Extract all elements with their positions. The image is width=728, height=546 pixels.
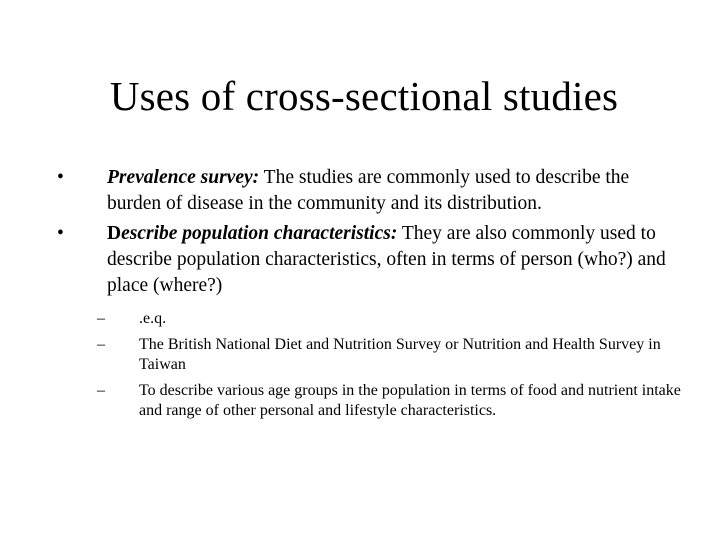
sub-bullet-marker: – xyxy=(97,382,105,399)
bullet-lead: escribe population characteristics: xyxy=(121,223,398,244)
bullet-text: The studies are commonly used to describe the burden of disease in the community and its distribution. xyxy=(107,167,630,214)
bullet-list xyxy=(0,165,728,421)
sub-bullet-marker: – xyxy=(97,336,105,353)
sub-bullet-text: To describe various age groups in the population in terms of food and nutrient intake and range of other personal and lifestyle characteristics. xyxy=(139,382,681,419)
bullet-text: They are also commonly used to describe population characteristics, often in terms of person (who?) and place (where?) xyxy=(107,223,666,296)
bullet-marker: • xyxy=(57,167,64,188)
bullet-lead: Prevalence survey: xyxy=(107,167,260,188)
sub-bullet-nutrition-survey xyxy=(0,335,728,375)
bullet-marker: • xyxy=(57,223,64,244)
sub-bullet-marker: – xyxy=(97,310,105,327)
bullet-lead-prefix: D xyxy=(107,223,122,244)
sub-bullet-age-groups xyxy=(0,381,728,421)
sub-bullet-eq xyxy=(0,309,728,329)
bullet-prevalence-survey xyxy=(0,165,728,217)
sub-bullet-text: .e.q. xyxy=(139,310,167,327)
sub-bullet-text: The British National Diet and Nutrition Survey or Nutrition and Health Survey in Taiwan xyxy=(139,336,661,373)
slide-title: Uses of cross-sectional studies xyxy=(109,73,619,119)
bullet-population-characteristics xyxy=(0,221,728,299)
